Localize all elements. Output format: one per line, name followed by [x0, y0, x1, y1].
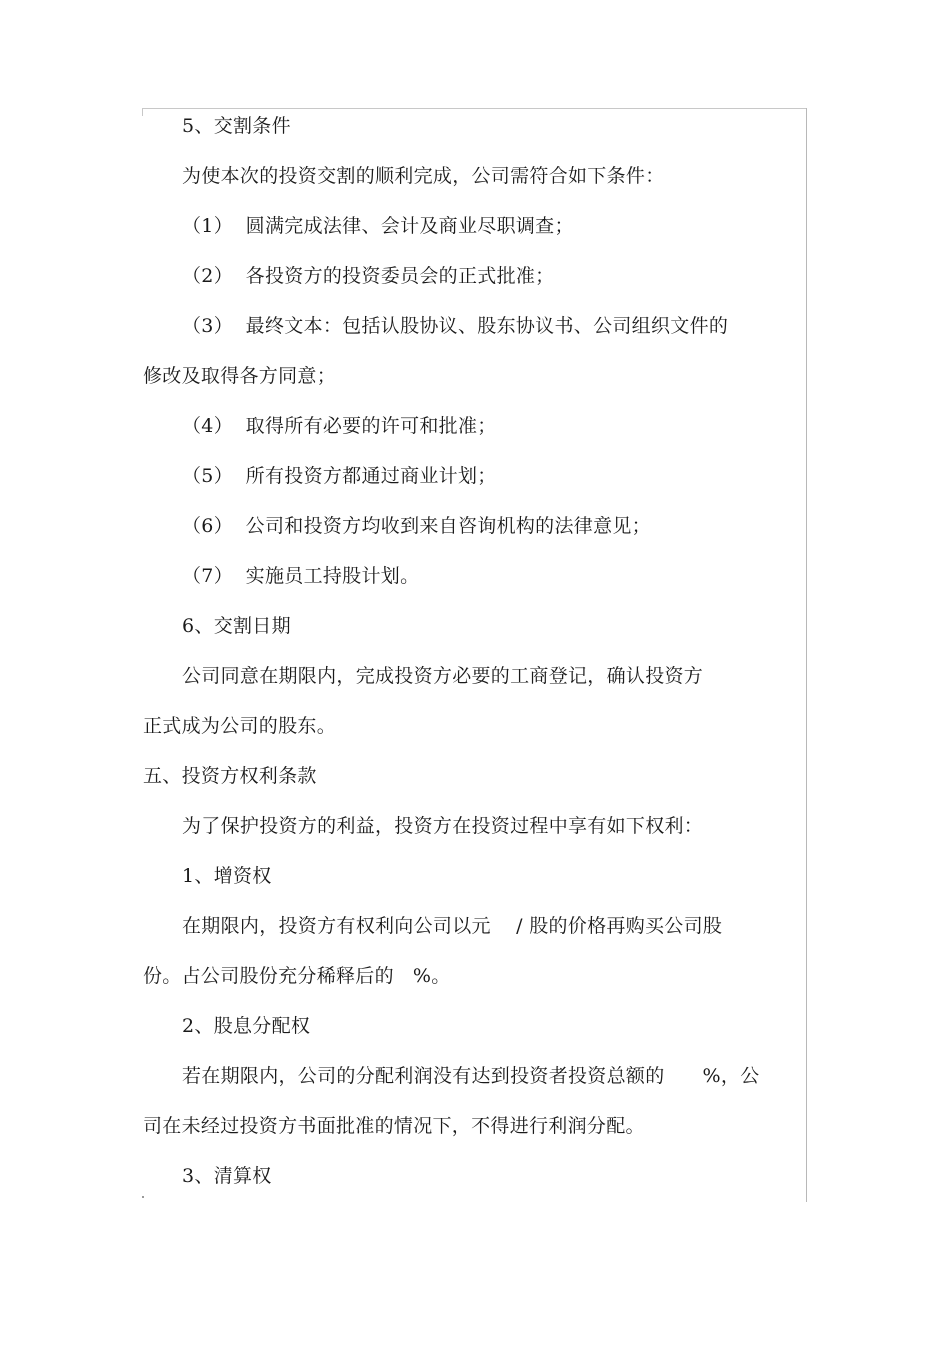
list-item: （6） 公司和投资方均收到来自咨询机构的法律意见； — [182, 515, 651, 537]
paragraph-text: 公司同意在期限内，完成投资方必要的工商登记，确认投资方 — [182, 665, 704, 687]
heading-capital-increase-right: 1、增资权 — [182, 865, 272, 887]
heading-delivery-conditions: 5、交割条件 — [182, 115, 291, 137]
paragraph-continuation: 份。占公司股份充分稀释后的 %。 — [143, 965, 451, 987]
list-item: （2） 各投资方的投资委员会的正式批准； — [182, 265, 555, 287]
list-item: （4） 取得所有必要的许可和批准； — [182, 415, 497, 437]
list-item: （7） 实施员工持股计划。 — [182, 565, 420, 587]
paragraph-continuation: 司在未经过投资方书面批准的情况下，不得进行利润分配。 — [143, 1115, 645, 1137]
paragraph-text: 为使本次的投资交割的顺利完成，公司需符合如下条件： — [182, 165, 665, 187]
scan-artifact-dot — [142, 1196, 144, 1198]
heading-delivery-date: 6、交割日期 — [182, 615, 291, 637]
list-item: （3） 最终文本：包括认股协议、股东协议书、公司组织文件的 — [182, 315, 729, 337]
list-item-continuation: 修改及取得各方同意； — [143, 365, 337, 387]
page-frame-left-tick — [142, 108, 143, 116]
list-item: （1） 圆满完成法律、会计及商业尽职调查； — [182, 215, 574, 237]
paragraph-text: 在期限内，投资方有权利向公司以元 / 股的价格再购买公司股 — [182, 915, 723, 937]
list-item: （5） 所有投资方都通过商业计划； — [182, 465, 497, 487]
paragraph-text: 为了保护投资方的利益，投资方在投资过程中享有如下权利： — [182, 815, 704, 837]
page-frame-top-border — [142, 108, 807, 109]
heading-dividend-right: 2、股息分配权 — [182, 1015, 311, 1037]
section-heading-investor-rights: 五、投资方权利条款 — [143, 765, 317, 787]
heading-liquidation-right: 3、清算权 — [182, 1165, 272, 1187]
paragraph-text: 若在期限内，公司的分配利润没有达到投资者投资总额的 %，公 — [182, 1065, 760, 1087]
page-frame-right-border — [806, 108, 807, 1202]
paragraph-continuation: 正式成为公司的股东。 — [143, 715, 337, 737]
